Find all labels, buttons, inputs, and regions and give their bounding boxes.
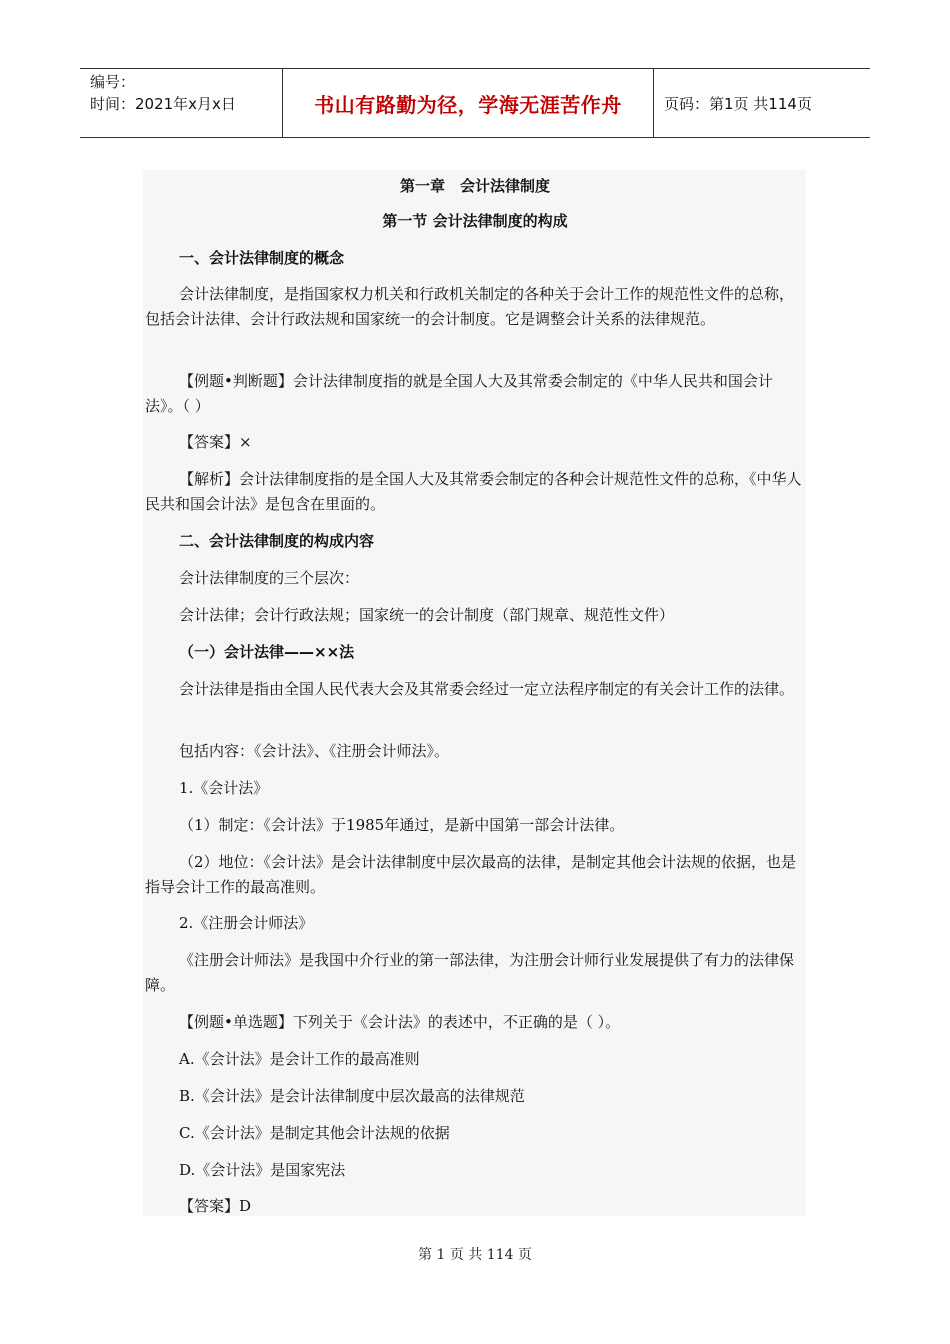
- document-body: [143, 170, 806, 1216]
- date-label: 时间：2021年x月x日: [90, 95, 236, 113]
- header-left-cell: [80, 69, 282, 137]
- paragraph-levels-list: 会计法律；会计行政法规；国家统一的会计制度（部门规章、规范性文件）: [179, 606, 675, 624]
- heading-accounting-law: （一）会计法律——××法: [179, 643, 355, 661]
- paragraph-includes: 包括内容：《会计法》、《注册会计师法》。: [179, 742, 450, 760]
- example-true-false: 【例题•判断题】会计法律制度指的就是全国人大及其常委会制定的《中华人民共和国会计法》。（ ）: [145, 372, 773, 415]
- paragraph-three-levels: 会计法律制度的三个层次：: [179, 569, 360, 587]
- section-title: 第一节 会计法律制度的构成: [382, 212, 568, 230]
- example-single-choice: 【例题•单选题】下列关于《会计法》的表述中，不正确的是（ ）。: [179, 1013, 621, 1031]
- answer-1: 【答案】×: [179, 433, 252, 451]
- number-label: 编号：: [90, 73, 136, 91]
- heading-concept: 一、会计法律制度的概念: [179, 249, 345, 267]
- paragraph-law-definition: 会计法律是指由全国人民代表大会及其常委会经过一定立法程序制定的有关会计工作的法律。: [179, 680, 795, 698]
- option-b: B.《会计法》是会计法律制度中层次最高的法律规范: [179, 1087, 525, 1105]
- explanation-1: 【解析】会计法律制度指的是全国人大及其常委会制定的各种会计规范性文件的总称，《中华人民共和国会计法》是包含在里面的。: [145, 470, 802, 513]
- option-d: D.《会计法》是国家宪法: [179, 1161, 346, 1179]
- paragraph-definition: 会计法律制度，是指国家权力机关和行政机关制定的各种关于会计工作的规范性文件的总称，包括会计法律、会计行政法规和国家统一的会计制度。它是调整会计关系的法律规范。: [145, 285, 795, 328]
- item-status: （2）地位：《会计法》是会计法律制度中层次最高的法律，是制定其他会计法规的依据，也是指导会计工作的最高准则。: [145, 853, 797, 896]
- page-footer: 第 1 页 共 114 页: [418, 1247, 532, 1263]
- item-accounting-law: 1.《会计法》: [179, 779, 269, 797]
- heading-composition: 二、会计法律制度的构成内容: [179, 532, 375, 550]
- header-page-info: 页码：第1页 共114页: [664, 94, 812, 113]
- paragraph-cpa-law: 《注册会计师法》是我国中介行业的第一部法律，为注册会计师行业发展提供了有力的法律保障。: [145, 951, 795, 994]
- option-a: A.《会计法》是会计工作的最高准则: [179, 1050, 420, 1068]
- chapter-title: 第一章 会计法律制度: [399, 177, 550, 195]
- item-enactment: （1）制定：《会计法》于1985年通过，是新中国第一部会计法律。: [179, 816, 625, 834]
- page-header: [80, 68, 870, 138]
- option-c: C.《会计法》是制定其他会计法规的依据: [179, 1124, 450, 1142]
- header-motto: 书山有路勤为径，学海无涯苦作舟: [282, 69, 654, 137]
- answer-2: 【答案】D: [179, 1197, 252, 1215]
- item-cpa-law: 2.《注册会计师法》: [179, 914, 314, 932]
